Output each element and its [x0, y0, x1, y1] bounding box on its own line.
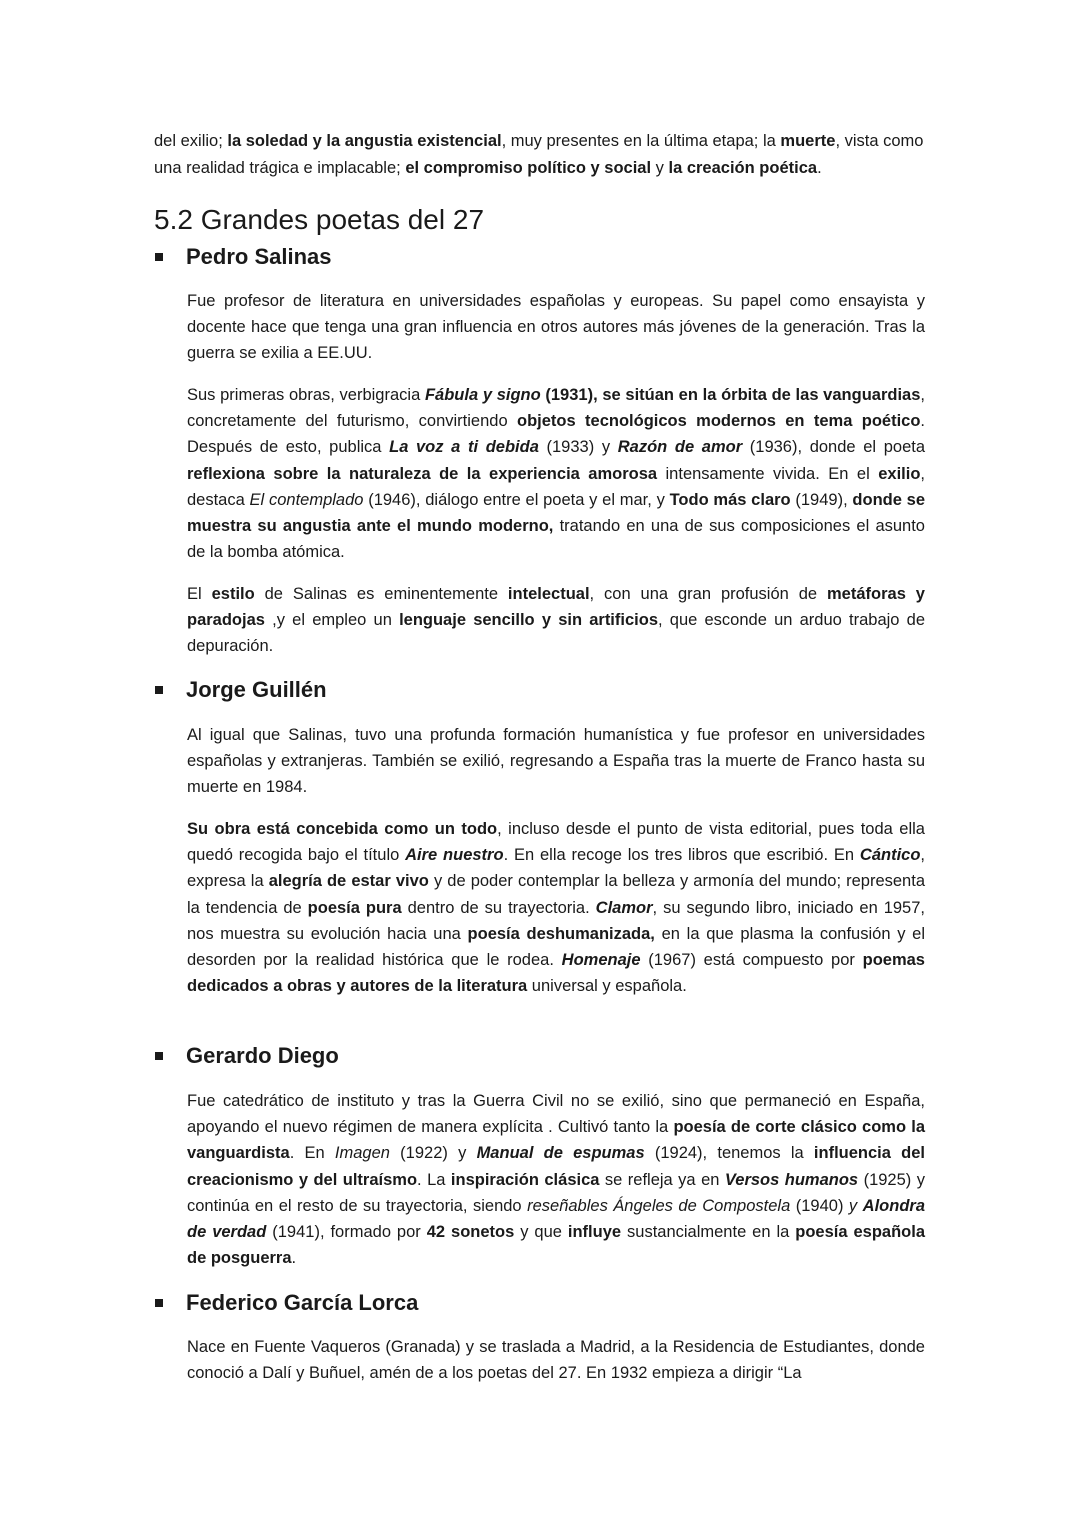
salinas-paragraph-2: Sus primeras obras, verbigracia Fábula y signo (1931), se sitúan en la órbita de las vanguardias, concretamente del futurismo, convirtiendo objetos tecnológicos modernos en tema poético. Después de esto, publica La voz a ti debida (1933) y Razón de amor (1936), donde el poeta reflexiona sobre la naturaleza de la experiencia amorosa intensamente vivida. En el exilio, destaca El contemplado (1946), diálogo entre el poeta y el mar, y Todo más claro (1949), donde se muestra su angustia ante el mundo moderno, tratando en una de sus composiciones el asunto de la bomba atómica. [187, 386, 926, 562]
poet-heading-diego: Gerardo Diego [186, 1040, 339, 1072]
bullet-icon [155, 253, 163, 261]
bullet-icon [155, 1299, 163, 1307]
salinas-paragraph-1: Fue profesor de literatura en universidades españolas y europeas. Su papel como ensayista y docente hace que tenga una gran influencia en otros autores más jóvenes de la generación. Tras la guerra se exilia a EE.UU. [187, 292, 925, 363]
intro-paragraph: del exilio; la soledad y la angustia existencial, muy presentes en la última etapa; la muerte, vista como una realidad trágica e implacable; el compromiso político y social y la creación poética. [154, 132, 924, 177]
guillen-paragraph-1: Al igual que Salinas, tuvo una profunda formación humanística y fue profesor en universidades españolas y extranjeras. También se exilió, regresando a España tras la muerte de Franco hasta su muerte en 1984. [187, 726, 925, 797]
poet-heading-lorca: Federico García Lorca [186, 1287, 418, 1319]
poet-heading-guillen: Jorge Guillén [186, 674, 327, 706]
lorca-paragraph-1: Nace en Fuente Vaqueros (Granada) y se traslada a Madrid, a la Residencia de Estudiantes, donde conoció a Dalí y Buñuel, amén de a los poetas del 27. En 1932 empieza a dirigir “La [187, 1338, 925, 1383]
salinas-paragraph-3: El estilo de Salinas es eminentemente intelectual, con una gran profusión de metáforas y paradojas ,y el empleo un lenguaje sencillo y sin artificios, que esconde un arduo trabajo de depuración. [187, 585, 926, 656]
poet-heading-salinas: Pedro Salinas [186, 241, 332, 273]
bullet-icon [155, 1052, 163, 1060]
diego-paragraph-1: Fue catedrático de instituto y tras la Guerra Civil no se exilió, sino que permaneció en España, apoyando el nuevo régimen de manera explícita . Cultivó tanto la poesía de corte clásico como la vanguardista. En Imagen (1922) y Manual de espumas (1924), tenemos la influencia del creacionismo y del ultraísmo. La inspiración clásica se refleja ya en Versos humanos (1925) y continúa en el resto de su trayectoria, siendo reseñables Ángeles de Compostela (1940) y Alondra de verdad (1941), formado por 42 sonetos y que influye sustancialmente en la poesía española de posguerra. [187, 1092, 926, 1268]
bullet-icon [155, 686, 163, 694]
guillen-paragraph-2: Su obra está concebida como un todo, incluso desde el punto de vista editorial, pues toda ella quedó recogida bajo el título Aire nuestro. En ella recoge los tres libros que escribió. En Cántico, expresa la alegría de estar vivo y de poder contemplar la belleza y armonía del mundo; representa la tendencia de poesía pura dentro de su trayectoria. Clamor, su segundo libro, iniciado en 1957, nos muestra su evolución hacia una poesía deshumanizada, en la que plasma la confusión y el desorden por la realidad histórica que le rodea. Homenaje (1967) está compuesto por poemas dedicados a obras y autores de la literatura universal y española. [187, 820, 926, 996]
section-title: 5.2 Grandes poetas del 27 [154, 204, 485, 235]
